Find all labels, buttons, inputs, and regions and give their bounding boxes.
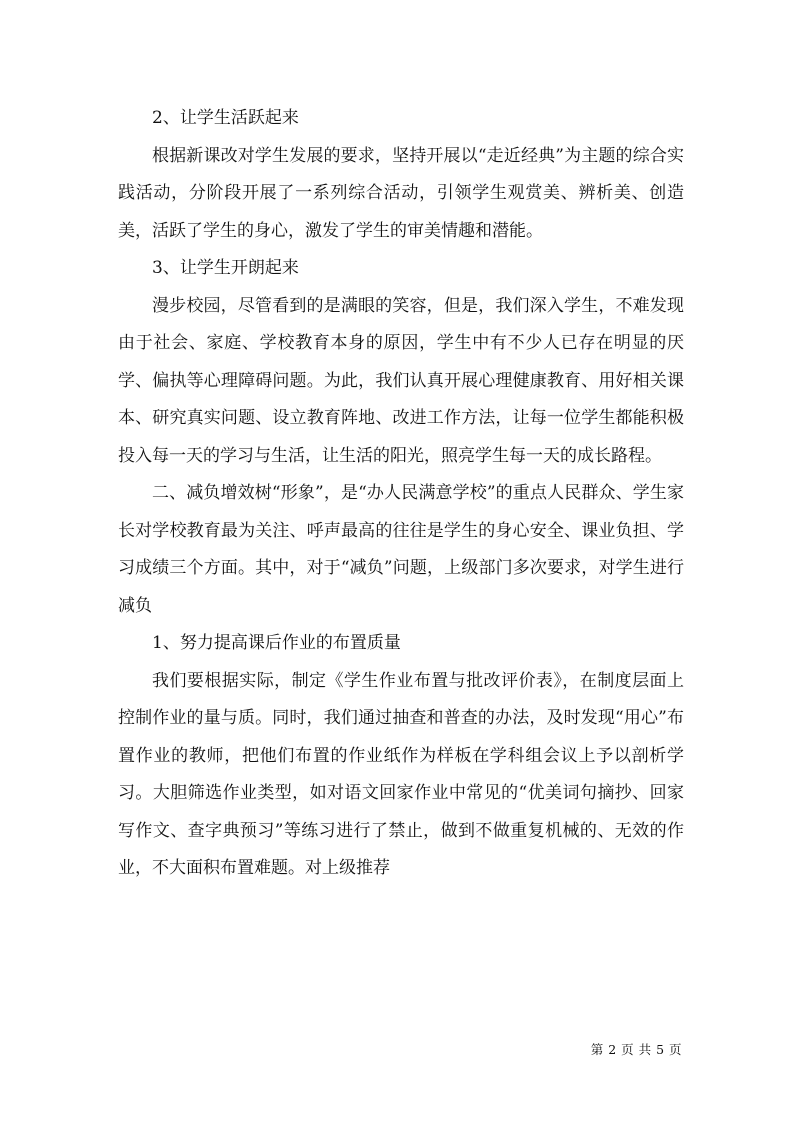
document-body [118, 100, 684, 888]
section-heading-1: 1、努力提高课后作业的布置质量 [152, 633, 401, 653]
paragraph: 我们要根据实际，制定《学生作业布置与批改评价表》，在制度层面上控制作业的量与质。同时，我们通过抽查和普查的办法，及时发现“用心”布置作业的教师，把他们布置的作业纸作为样板在学科组会议上予以剖析学习。大胆筛选作业类型，如对语文回家作业中常见的“优美词句摘抄、回家写作文、查字典预习”等练习进行了禁止，做到不做重复机械的、无效的作业，不大面积布置难题。对上级推荐 [118, 670, 684, 878]
section-heading-3: 3、让学生开朗起来 [152, 258, 299, 278]
paragraph: 漫步校园，尽管看到的是满眼的笑容，但是，我们深入学生，不难发现由于社会、家庭、学校教育本身的原因，学生中有不少人已存在明显的厌学、偏执等心理障碍问题。为此，我们认真开展心理健康教育、用好相关课本、研究真实问题、设立教育阵地、改进工作方法，让每一位学生都能积极投入每一天的学习与生活，让生活的阳光，照亮学生每一天的成长路程。 [118, 295, 684, 466]
section-heading-2: 2、让学生活跃起来 [152, 108, 299, 128]
page-footer: 第 2 页 共 5 页 [590, 1042, 682, 1057]
paragraph: 根据新课改对学生发展的要求，坚持开展以“走近经典”为主题的综合实践活动，分阶段开展了一系列综合活动，引领学生观赏美、辨析美、创造美，活跃了学生的身心，激发了学生的审美情趣和潜能。 [118, 145, 684, 241]
paragraph: 二、减负增效树“形象”，是“办人民满意学校”的重点人民群众、学生家长对学校教育最为关注、呼声最高的往往是学生的身心安全、课业负担、学习成绩三个方面。其中，对于“减负”问题，上级部门多次要求，对学生进行减负 [118, 483, 684, 616]
